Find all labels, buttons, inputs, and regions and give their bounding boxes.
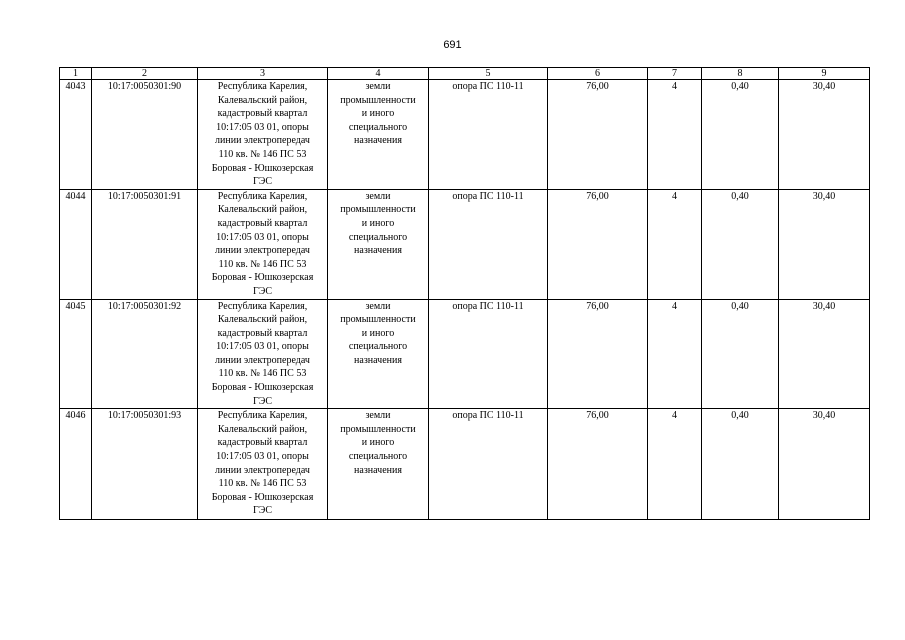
table-row [60,409,870,520]
area-cell: 76,00 [548,299,648,409]
land-category-cell: земли промышленности и иного специального назначения [328,409,429,520]
page-number: 691 [443,39,462,51]
cadastral-number-cell: 10:17:0050301:93 [92,409,198,520]
cadastral-number-cell: 10:17:0050301:92 [92,299,198,409]
row-number-cell: 4045 [60,299,92,409]
column-number-header-row [60,68,870,80]
count-cell: 4 [648,409,702,520]
address-cell: Республика Карелия, Калевальский район, кадастровый квартал 10:17:05 03 01, опоры линии электропередач 110 кв. № 146 ПС 53 Боровая - Юшкозерская ГЭС [198,409,328,520]
table-row [60,80,870,190]
sum-cell: 30,40 [779,409,870,520]
row-number-cell: 4046 [60,409,92,520]
cadastral-number-cell: 10:17:0050301:91 [92,189,198,299]
count-cell: 4 [648,80,702,190]
table-row [60,299,870,409]
rate-cell: 0,40 [702,299,779,409]
address-cell: Республика Карелия, Калевальский район, кадастровый квартал 10:17:05 03 01, опоры линии электропередач 110 кв. № 146 ПС 53 Боровая - Юшкозерская ГЭС [198,189,328,299]
land-category-cell: земли промышленности и иного специального назначения [328,80,429,190]
row-number-cell: 4043 [60,80,92,190]
rate-cell: 0,40 [702,409,779,520]
rate-cell: 0,40 [702,80,779,190]
column-header: 3 [198,68,328,80]
column-header: 9 [779,68,870,80]
area-cell: 76,00 [548,189,648,299]
sum-cell: 30,40 [779,80,870,190]
cadastral-number-cell: 10:17:0050301:90 [92,80,198,190]
usage-cell: опора ПС 110-11 [429,189,548,299]
column-header: 7 [648,68,702,80]
usage-cell: опора ПС 110-11 [429,80,548,190]
count-cell: 4 [648,189,702,299]
table-row [60,189,870,299]
address-cell: Республика Карелия, Калевальский район, кадастровый квартал 10:17:05 03 01, опоры линии электропередач 110 кв. № 146 ПС 53 Боровая - Юшкозерская ГЭС [198,299,328,409]
area-cell: 76,00 [548,409,648,520]
column-header: 6 [548,68,648,80]
land-registry-table [59,67,870,520]
row-number-cell: 4044 [60,189,92,299]
column-header: 4 [328,68,429,80]
column-header: 1 [60,68,92,80]
column-header: 8 [702,68,779,80]
address-cell: Республика Карелия, Калевальский район, кадастровый квартал 10:17:05 03 01, опоры линии электропередач 110 кв. № 146 ПС 53 Боровая - Юшкозерская ГЭС [198,80,328,190]
sum-cell: 30,40 [779,299,870,409]
count-cell: 4 [648,299,702,409]
usage-cell: опора ПС 110-11 [429,299,548,409]
area-cell: 76,00 [548,80,648,190]
column-header: 5 [429,68,548,80]
land-category-cell: земли промышленности и иного специального назначения [328,299,429,409]
usage-cell: опора ПС 110-11 [429,409,548,520]
land-category-cell: земли промышленности и иного специального назначения [328,189,429,299]
rate-cell: 0,40 [702,189,779,299]
column-header: 2 [92,68,198,80]
sum-cell: 30,40 [779,189,870,299]
